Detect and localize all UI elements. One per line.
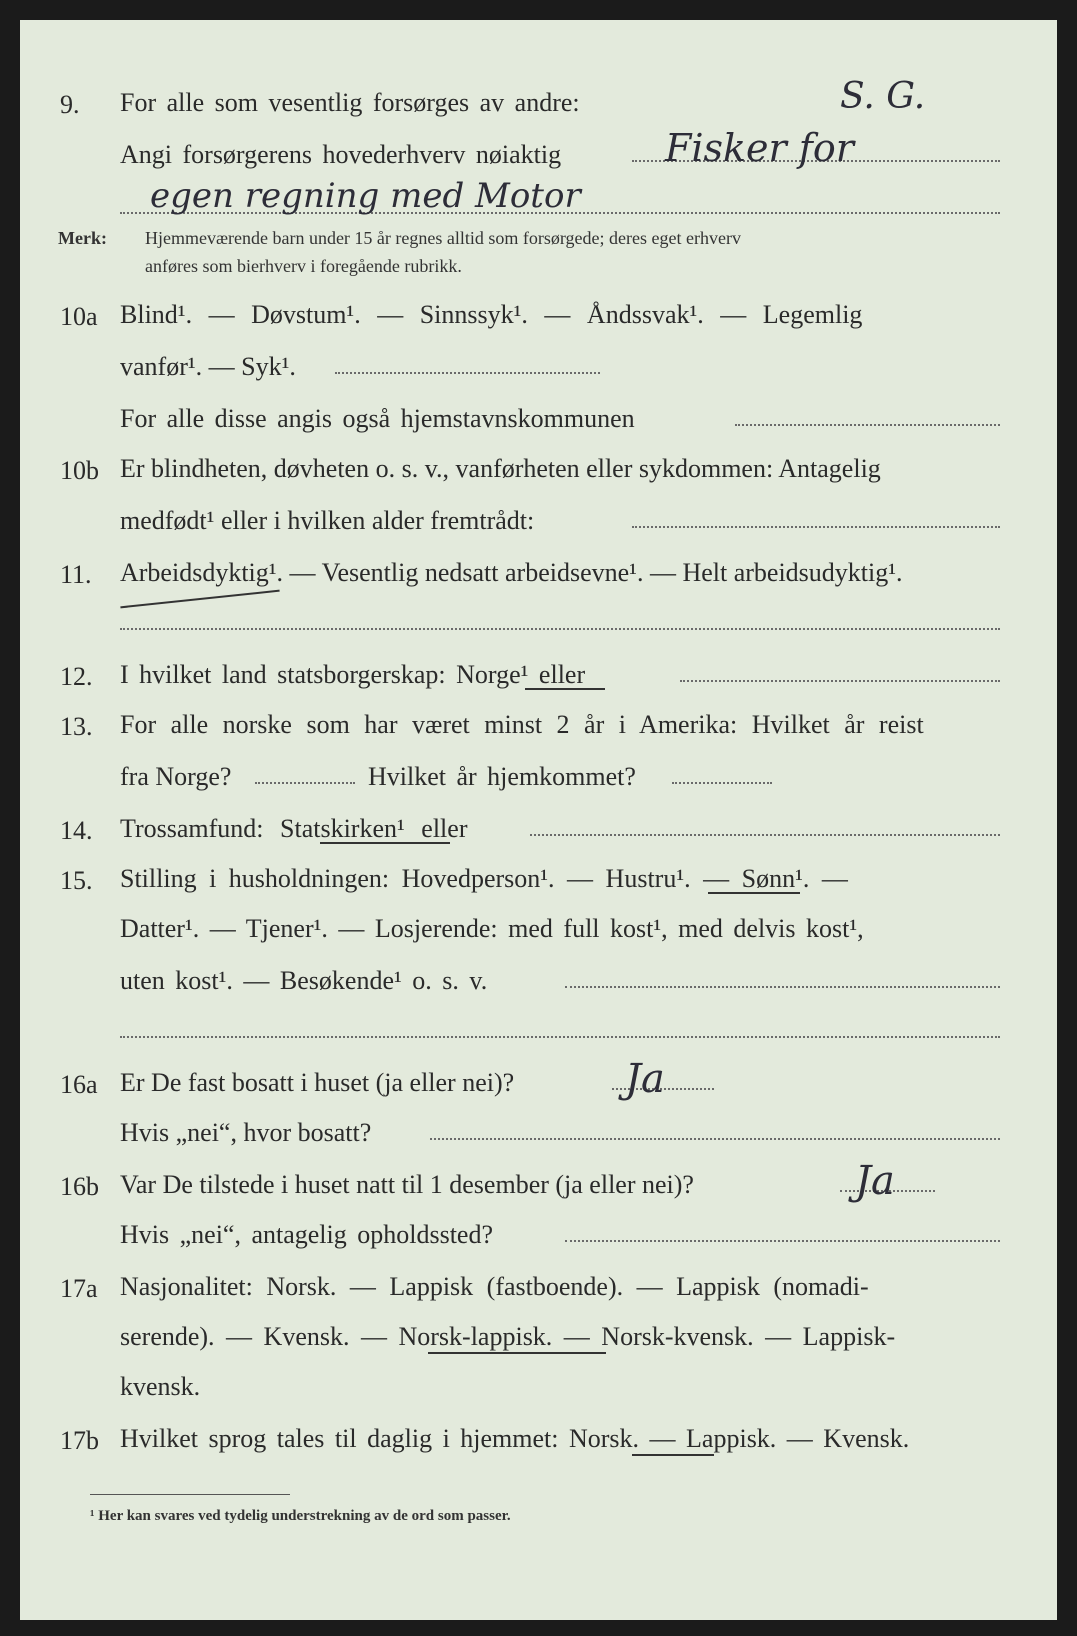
q16b-opholdssted-line <box>565 1240 1000 1242</box>
q9-question-line1: For alle som vesentlig forsørges av andre: <box>120 88 580 117</box>
q10a-line3: For alle disse angis også hjemstavnskommunen <box>120 404 635 433</box>
q9-handwritten-answer1: Fisker for <box>665 126 854 170</box>
q10a-line1: Blind¹. — Døvstum¹. — Sinnssyk¹. — Åndssvak¹. — Legemlig <box>120 300 863 329</box>
q17a-line3: kvensk. <box>120 1372 201 1401</box>
q10a-line2: vanfør¹. — Syk¹. <box>120 352 296 381</box>
q15-extra-line <box>120 1036 1000 1038</box>
q13-hjemkommet-line <box>672 782 772 784</box>
q17a-underline-norsk-lappisk <box>428 1352 606 1354</box>
footnote: ¹ Her kan svares ved tydelig understrekning av de ord som passer. <box>90 1508 511 1524</box>
q10a-hjemstavn-line <box>735 424 1000 426</box>
footnote-rule <box>90 1494 290 1495</box>
q10b-line2: medfødt¹ eller i hvilken alder fremtrådt: <box>120 506 535 535</box>
q13-reist-line <box>255 782 355 784</box>
q10b-number: 10b <box>60 456 99 485</box>
q9-question-line2: Angi forsørgerens hovederhverv nøiaktig <box>120 140 562 169</box>
q9-handwritten-initials: S. G. <box>840 76 926 117</box>
q17b-underline-norsk <box>632 1454 714 1456</box>
merk-label: Merk: <box>58 228 107 248</box>
q15-line2: Datter¹. — Tjener¹. — Losjerende: med full kost¹, med delvis kost¹, <box>120 914 864 943</box>
q15-number: 15. <box>60 866 93 895</box>
q15-underline-hustru <box>708 892 800 894</box>
q14-line1: Trossamfund: Statskirken¹ eller <box>120 814 468 843</box>
q16a-line2: Hvis „nei“, hvor bosatt? <box>120 1118 372 1147</box>
q9-handwritten-answer2: egen regning med Motor <box>150 176 581 216</box>
q11-number: 11. <box>60 560 92 589</box>
q16b-line1: Var De tilstede i huset natt til 1 desember (ja eller nei)? <box>120 1170 694 1199</box>
q16a-bosatt-line <box>430 1138 1000 1140</box>
q16b-handwritten-answer: Ja <box>855 1158 895 1204</box>
q11-answer-line <box>120 628 1000 630</box>
q14-answer-line <box>530 834 1000 836</box>
q14-underline-statskirken <box>320 842 450 844</box>
merk-note-line2: anføres som bierhverv i foregående rubrikk. <box>145 256 462 276</box>
q9-number: 9. <box>60 90 80 119</box>
q15-line1: Stilling i husholdningen: Hovedperson¹. — Hustru¹. — Sønn¹. — <box>120 864 848 893</box>
q17a-line1: Nasjonalitet: Norsk. — Lappisk (fastboende). — Lappisk (nomadi- <box>120 1272 869 1301</box>
q13-number: 13. <box>60 712 93 741</box>
q12-underline-norge <box>525 688 605 690</box>
q13-line1: For alle norske som har været minst 2 år i Amerika: Hvilket år reist <box>120 710 924 739</box>
q17b-number: 17b <box>60 1426 99 1455</box>
q12-answer-line <box>680 680 1000 682</box>
q16a-handwritten-answer: Ja <box>625 1056 665 1102</box>
q16a-line1: Er De fast bosatt i huset (ja eller nei)? <box>120 1068 515 1097</box>
q17a-line2: serende). — Kvensk. — Norsk-lappisk. — Norsk-kvensk. — Lappisk- <box>120 1322 896 1351</box>
q15-answer-line <box>565 986 1000 988</box>
q16b-number: 16b <box>60 1172 99 1201</box>
q10a-answer-line <box>335 372 600 374</box>
q15-line3: uten kost¹. — Besøkende¹ o. s. v. <box>120 966 488 995</box>
q16a-number: 16a <box>60 1070 98 1099</box>
q14-number: 14. <box>60 816 93 845</box>
q17b-line1: Hvilket sprog tales til daglig i hjemmet: Norsk. — Lappisk. — Kvensk. <box>120 1424 910 1453</box>
q10a-number: 10a <box>60 302 98 331</box>
q10b-line1: Er blindheten, døvheten o. s. v., vanførheten eller sykdommen: Antagelig <box>120 454 881 483</box>
q13-line2b: Hvilket år hjemkommet? <box>368 762 636 791</box>
q17a-number: 17a <box>60 1274 98 1303</box>
q13-line2a: fra Norge? <box>120 762 232 791</box>
q16b-line2: Hvis „nei“, antagelig opholdssted? <box>120 1220 494 1249</box>
q12-number: 12. <box>60 662 93 691</box>
q11-line1: Arbeidsdyktig¹. — Vesentlig nedsatt arbeidsevne¹. — Helt arbeidsudyktig¹. <box>120 558 903 587</box>
q10b-answer-line <box>632 526 1000 528</box>
q12-line1: I hvilket land statsborgerskap: Norge¹ eller <box>120 660 586 689</box>
merk-note-line1: Hjemmeværende barn under 15 år regnes alltid som forsørgede; deres eget erhverv <box>145 228 741 248</box>
